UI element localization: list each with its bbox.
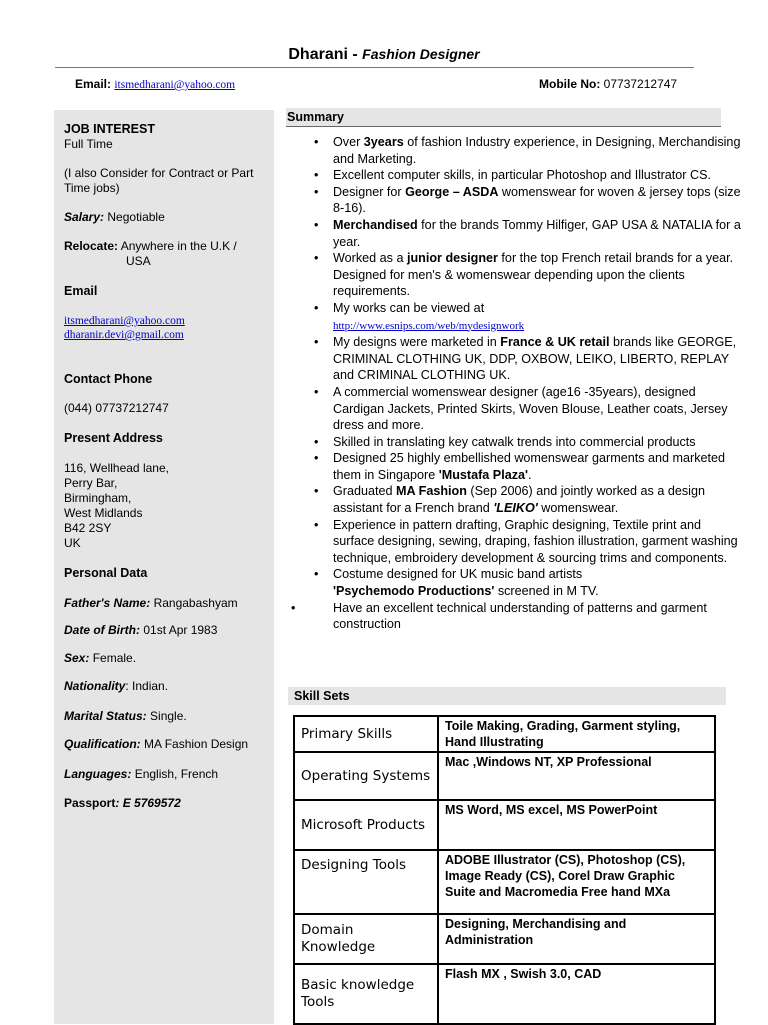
list-item: • A commercial womenswear designer (age16 -35years), designed Cardigan Jackets, Printed Skirts, Woven Blouse, Leather coats, Jersey dress and more. bbox=[333, 384, 743, 434]
skill-key: Designing Tools bbox=[294, 850, 438, 914]
address-line: Birmingham, bbox=[64, 491, 132, 505]
header-email-label: Email: bbox=[75, 77, 112, 91]
summary-heading: Summary bbox=[286, 108, 721, 127]
table-row bbox=[294, 800, 715, 850]
qualification-value: MA Fashion Design bbox=[144, 737, 249, 751]
list-item: • My designs were marketed in France & UK retail brands like GEORGE, CRIMINAL CLOTHING UK, DDP, OXBOW, LEIKO, LIBERTO, REPLAY and CRIMINAL CLOTHING UK. bbox=[333, 334, 743, 384]
skill-value: Mac ,Windows NT, XP Professional bbox=[438, 752, 715, 800]
present-address bbox=[64, 461, 269, 551]
marital-label: Marital Status: bbox=[64, 709, 147, 723]
table-row bbox=[294, 964, 715, 1024]
qualification-row bbox=[64, 737, 269, 752]
table-row bbox=[294, 752, 715, 800]
skill-value: MS Word, MS excel, MS PowerPoint bbox=[438, 800, 715, 850]
email-list bbox=[64, 314, 269, 342]
relocate-label: Relocate: bbox=[64, 239, 119, 253]
list-item: • Designer for George – ASDA womenswear for woven & jersey tops (size 8-16). bbox=[333, 184, 743, 217]
address-line: Perry Bar, bbox=[64, 476, 118, 490]
contact-phone-value: (044) 07737212747 bbox=[64, 401, 169, 415]
passport-row bbox=[64, 796, 269, 811]
job-interest-section bbox=[64, 122, 269, 152]
candidate-name: Dharani - bbox=[288, 46, 363, 63]
header-mobile-number: 07737212747 bbox=[603, 77, 678, 91]
summary-list bbox=[310, 134, 743, 633]
languages-row bbox=[64, 767, 269, 782]
qualification-label: Qualification: bbox=[64, 737, 141, 751]
list-item: • Skilled in translating key catwalk trends into commercial products bbox=[333, 434, 743, 451]
skill-key: Domain Knowledge bbox=[294, 914, 438, 964]
relocate-row bbox=[64, 239, 269, 269]
skill-value: ADOBE Illustrator (CS), Photoshop (CS), Image Ready (CS), Corel Draw Graphic Suite and Macromedia Free hand MXa bbox=[438, 850, 715, 914]
skill-key: Primary Skills bbox=[294, 716, 438, 752]
address-line: West Midlands bbox=[64, 506, 143, 520]
marital-value: Single. bbox=[150, 709, 187, 723]
salary-row bbox=[64, 210, 269, 225]
skills-table bbox=[293, 715, 716, 1025]
table-row bbox=[294, 716, 715, 752]
job-interest-heading: JOB INTEREST bbox=[64, 122, 155, 136]
list-item: • Excellent computer skills, in particular Photoshop and Illustrator CS. bbox=[333, 167, 743, 184]
list-item: • Worked as a junior designer for the top French retail brands for a year. Designed for men's & womenswear depending upon the clients requirements. bbox=[333, 250, 743, 300]
passport-value: : E 5769572 bbox=[115, 796, 181, 810]
candidate-role: Fashion Designer bbox=[362, 46, 480, 62]
skill-key: Basic knowledge Tools bbox=[294, 964, 438, 1024]
header-mobile bbox=[539, 77, 677, 91]
list-item: • Graduated MA Fashion (Sep 2006) and jointly worked as a design assistant for a French brand 'LEIKO' womenswear. bbox=[333, 483, 743, 516]
nationality-value: : Indian. bbox=[125, 679, 169, 693]
portfolio-link[interactable]: http://www.esnips.com/web/mydesignwork bbox=[333, 319, 525, 332]
sidebar-email-link-1[interactable]: itsmedharani@yahoo.com bbox=[64, 315, 185, 327]
nationality-label: Nationality bbox=[64, 679, 126, 693]
dob-value: 01st Apr 1983 bbox=[143, 623, 218, 637]
header-mobile-label: Mobile No: bbox=[539, 77, 601, 91]
job-type: Full Time bbox=[64, 137, 113, 151]
sex-value: Female. bbox=[92, 651, 137, 665]
address-line: UK bbox=[64, 536, 81, 550]
relocate-value: Anywhere in the U.K / bbox=[120, 239, 237, 253]
job-note: (I also Consider for Contract or Part Time jobs) bbox=[64, 166, 254, 195]
skill-value: Designing, Merchandising and Administration bbox=[438, 914, 715, 964]
list-item: • Designed 25 highly embellished womenswear garments and marketed them in Singapore 'Mustafa Plaza'. bbox=[333, 450, 743, 483]
marital-row bbox=[64, 709, 269, 724]
passport-label: Passport bbox=[64, 796, 116, 810]
skill-value: Flash MX , Swish 3.0, CAD bbox=[438, 964, 715, 1024]
email-heading: Email bbox=[64, 284, 98, 298]
languages-label: Languages: bbox=[64, 767, 132, 781]
list-item: • Over 3years of fashion Industry experience, in Designing, Merchandising and Marketing. bbox=[333, 134, 743, 167]
table-row bbox=[294, 914, 715, 964]
sidebar bbox=[54, 110, 274, 1024]
page-title bbox=[0, 46, 768, 64]
header-email-link[interactable]: itsmedharani@yahoo.com bbox=[114, 79, 236, 91]
relocate-value-2: USA bbox=[126, 254, 151, 268]
salary-value: Negotiable bbox=[107, 210, 165, 224]
skill-key: Operating Systems bbox=[294, 752, 438, 800]
dob-row bbox=[64, 623, 269, 638]
father-name-row bbox=[64, 596, 269, 611]
contact-phone-heading: Contact Phone bbox=[64, 372, 153, 386]
address-line: 116, Wellhead lane, bbox=[64, 461, 169, 475]
sidebar-email-link-2[interactable]: dharanir.devi@gmail.com bbox=[64, 329, 184, 341]
languages-value: English, French bbox=[134, 767, 219, 781]
personal-data-heading: Personal Data bbox=[64, 566, 148, 580]
header-email bbox=[75, 77, 235, 91]
sex-label: Sex: bbox=[64, 651, 90, 665]
father-name-label: Father's Name: bbox=[64, 596, 151, 610]
list-item: • Have an excellent technical understanding of patterns and garment construction bbox=[310, 600, 743, 633]
salary-label: Salary: bbox=[64, 210, 105, 224]
list-item: • Merchandised for the brands Tommy Hilfiger, GAP USA & NATALIA for a year. bbox=[333, 217, 743, 250]
list-item: • My works can be viewed at http://www.esnips.com/web/mydesignwork bbox=[333, 300, 743, 334]
present-address-heading: Present Address bbox=[64, 431, 163, 445]
skill-key: Microsoft Products bbox=[294, 800, 438, 850]
skill-sets-heading: Skill Sets bbox=[288, 687, 726, 705]
title-divider bbox=[55, 67, 694, 68]
nationality-row bbox=[64, 679, 269, 694]
list-item: • Costume designed for UK music band artists 'Psychemodo Productions' screened in M TV. bbox=[333, 566, 743, 599]
address-line: B42 2SY bbox=[64, 521, 112, 535]
father-name-value: Rangabashyam bbox=[153, 596, 238, 610]
skill-value: Toile Making, Grading, Garment styling, Hand Illustrating bbox=[438, 716, 715, 752]
sex-row bbox=[64, 651, 269, 666]
table-row bbox=[294, 850, 715, 914]
list-item: • Experience in pattern drafting, Graphic designing, Textile print and surface designing, sewing, draping, fashion illustration, garment washing technique, embroidery development & sourcing trims and components. bbox=[333, 517, 743, 567]
dob-label: Date of Birth: bbox=[64, 623, 140, 637]
